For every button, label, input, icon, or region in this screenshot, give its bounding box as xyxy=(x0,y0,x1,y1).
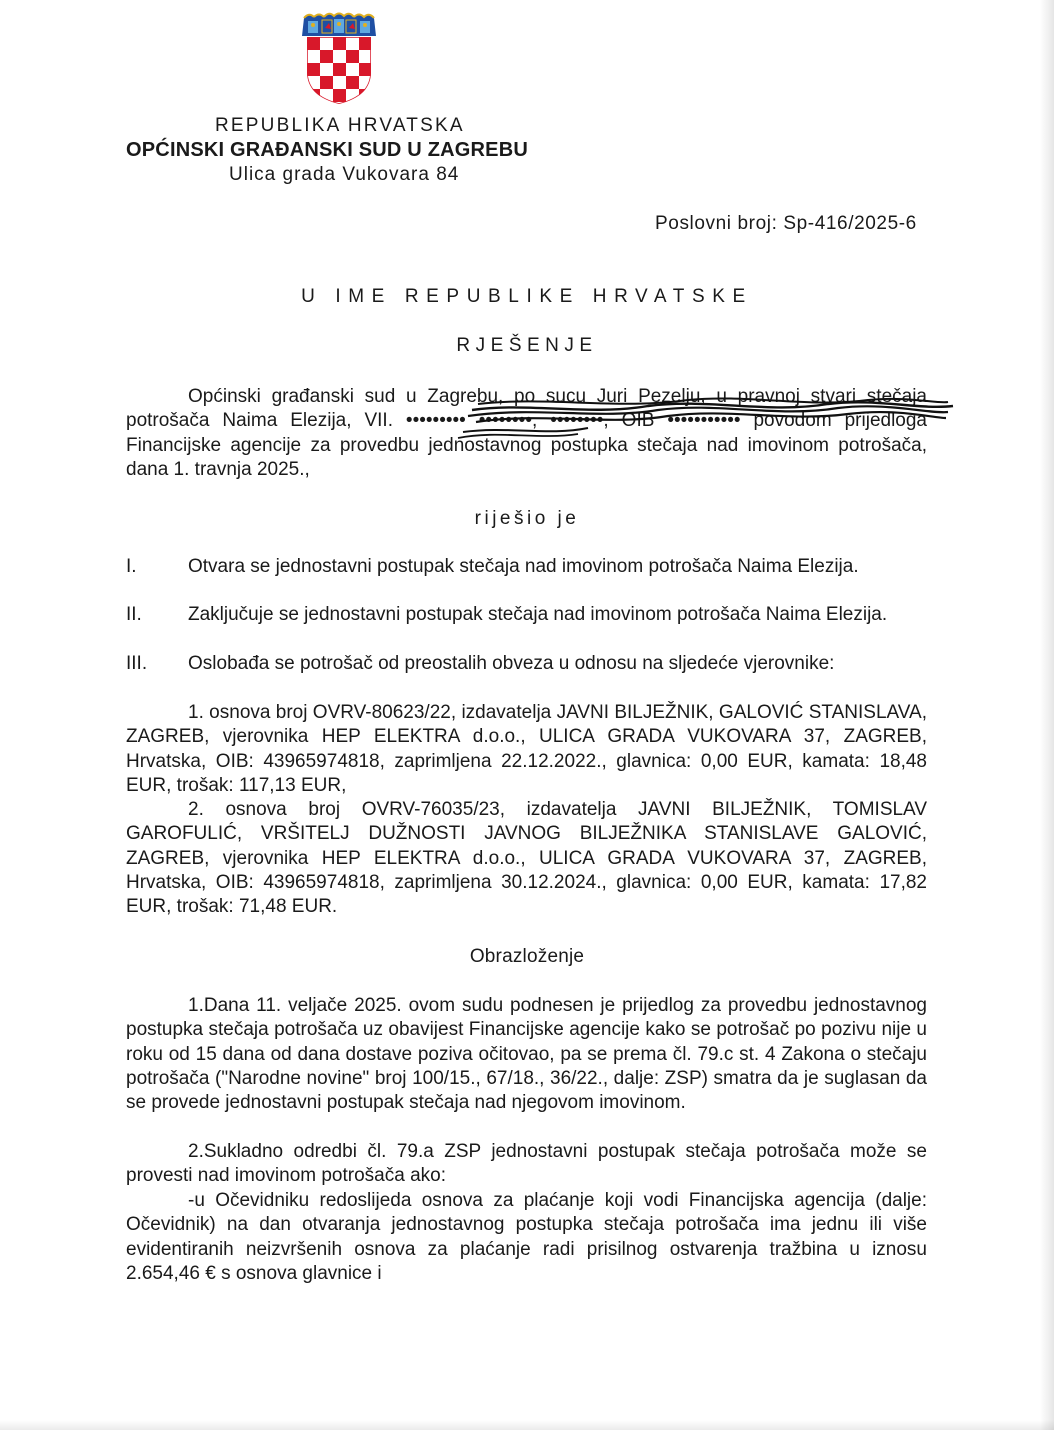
reasoning-paragraph-1: 1.Dana 11. veljače 2025. ovom sudu podnesen je prijedlog za provedbu jednostavnog postupka stečaja potrošača uz obavijest Financijske agencije kako se potrošač po pozivu nije u roku od 15 dana od dana dostave poziva očitovao, pa se prema čl. 79.c st. 4 Zakona o stečaju potrošača ("Narodne novine" broj 100/15., 67/18., 36/22., dalje: ZSP) smatra da je suglasan da se provede jednostavni postupak stečaja nad njegovom imovinom. xyxy=(126,995,927,1114)
ruling-item-number: II. xyxy=(126,604,142,625)
ruling-item-number: III. xyxy=(126,653,148,674)
coat-of-arms-icon xyxy=(298,10,380,106)
ruling-item xyxy=(126,652,927,676)
ruling-item-text: Oslobađa se potrošač od preostalih obveza u odnosu na sljedeće vjerovnike: xyxy=(188,653,835,674)
title-decision: RJEŠENJE xyxy=(456,335,598,356)
reasoning-paragraph-3: -u Očevidniku redoslijeda osnova za plaćanje koji vodi Financijska agencija (dalje: Očevidnik) na dan otvaranja jednostavnog postupka stečaja potrošača ima jednu ili više evidentiranih neizvršenih osnova za plaćanje radi prisilnog ostvarenja tražbina u iznosu 2.654,46 € s osnova glavnice i xyxy=(126,1190,927,1284)
ruling-item xyxy=(126,603,927,627)
title-in-name: U IME REPUBLIKE HRVATSKE xyxy=(301,286,753,307)
ruling-item-text: Otvara se jednostavni postupak stečaja nad imovinom potrošača Naima Elezija. xyxy=(188,556,859,577)
ruling-item-text: Zaključuje se jednostavni postupak stečaja nad imovinom potrošača Naima Elezija. xyxy=(188,604,888,625)
creditor-entry-2: 2. osnova broj OVRV-76035/23, izdavatelja JAVNI BILJEŽNIK, TOMISLAV GAROFULIĆ, VRŠITELJ DUŽNOSTI JAVNOG BILJEŽNIKA STANISLAVE GALOVIĆ, ZAGREB, vjerovnika HEP ELEKTRA d.o.o., ULICA GRADA VUKOVARA 37, ZAGREB, Hrvatska, OIB: 43965974818, zaprimljena 30.12.2024., glavnica: 0,00 EUR, kamata: 17,82 EUR, trošak: 71,48 EUR. xyxy=(126,799,927,918)
header-republic: REPUBLIKA HRVATSKA xyxy=(215,115,465,136)
header-court-address: Ulica grada Vukovara 84 xyxy=(229,164,460,185)
shield xyxy=(307,37,372,106)
ruling-item-number: I. xyxy=(126,556,137,577)
case-number: Poslovni broj: Sp-416/2025-6 xyxy=(655,213,917,234)
page-bottom-shadow xyxy=(0,1420,1054,1430)
title-reasoning: Obrazloženje xyxy=(469,946,585,967)
intro-paragraph: Općinski građanski sud u Zagrebu, po sucu Juri Pezelju, u pravnoj stvari stečaja potrošača Naima Elezija, VII. ••••••••• ••••••••, ••••••••, OIB ••••••••••• povodom prijedloga Financijske agencije za provedbu jednostavnog postupka stečaja nad imovinom potrošača, dana 1. travnja 2025., xyxy=(126,386,927,480)
reasoning-paragraph-2: 2.Sukladno odredbi čl. 79.a ZSP jednostavni postupak stečaja potrošača može se provesti nad imovinom potrošača ako: xyxy=(126,1141,927,1187)
page-edge-shadow xyxy=(1040,0,1054,1430)
header-court-name: OPĆINSKI GRAĐANSKI SUD U ZAGREBU xyxy=(126,139,528,161)
title-ruled: riješio je xyxy=(474,508,580,529)
ruling-item xyxy=(126,555,927,579)
creditor-entry-1: 1. osnova broj OVRV-80623/22, izdavatelja JAVNI BILJEŽNIK, GALOVIĆ STANISLAVA, ZAGREB, vjerovnika HEP ELEKTRA d.o.o., ULICA GRADA VUKOVARA 37, ZAGREB, Hrvatska, OIB: 43965974818, zaprimljena 22.12.2022., glavnica: 0,00 EUR, kamata: 18,48 EUR, trošak: 117,13 EUR, xyxy=(126,702,927,796)
crown xyxy=(302,14,376,37)
